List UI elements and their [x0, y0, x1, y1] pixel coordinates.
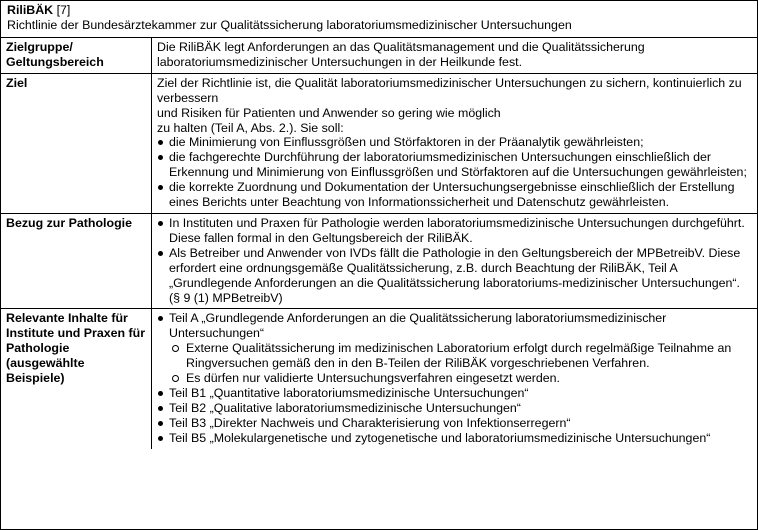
- list-item: [157, 311, 752, 386]
- sub-list-item: Es dürfen nur validierte Untersuchungsverfahren eingesetzt werden.: [171, 371, 752, 386]
- row-label: Relevante Inhalte für Institute und Praxen für Pathologie (ausgewählte Beispiele): [1, 309, 152, 449]
- row-label: Ziel: [1, 73, 152, 213]
- paragraph: Ziel der Richtlinie ist, die Qualität laboratoriumsmedizinischer Untersuchungen zu sichern, kontinuierlich zu verbessern: [157, 75, 742, 105]
- row-zielgruppe: [1, 38, 757, 73]
- row-content: [152, 73, 758, 213]
- paragraph: zu halten (Teil A, Abs. 2.). Sie soll:: [157, 120, 344, 135]
- bullet-list: [157, 311, 752, 445]
- row-ziel: [1, 73, 757, 213]
- list-item: Teil B1 „Quantitative laboratoriumsmedizinische Untersuchungen“: [157, 386, 752, 401]
- header-title-line: [7, 3, 751, 18]
- list-item: Teil B2 „Qualitative laboratoriumsmedizinische Untersuchungen“: [157, 401, 752, 416]
- row-content: Die RiliBÄK legt Anforderungen an das Qualitätsmanagement und die Qualitätssicherung laboratoriumsmedizinischer Untersuchungen in der Heilkunde fest.: [152, 38, 758, 73]
- sub-list-item: Externe Qualitätssicherung im medizinischen Laboratorium erfolgt durch regelmäßige Teilnahme an Ringversuchen gemäß den in den B-Teilen der RiliBÄK vorgeschriebenen Verfahren.: [171, 341, 752, 371]
- list-item: Teil B5 „Molekulargenetische und zytogenetische und laboratoriumsmedizinische Untersuchungen“: [157, 431, 752, 446]
- row-label: Bezug zur Pathologie: [1, 213, 152, 308]
- list-item: die korrekte Zuordnung und Dokumentation der Untersuchungsergebnisse einschließlich der Erstellung eines Berichts unter Beachtung von Informationssicherheit und Datenschutz gewährleisten.: [157, 180, 752, 210]
- row-content: [152, 213, 758, 308]
- row-content: [152, 309, 758, 449]
- row-relevante-inhalte: [1, 309, 757, 449]
- document-title: RiliBÄK: [7, 3, 54, 17]
- list-item: Als Betreiber und Anwender von IVDs fällt die Pathologie in den Geltungsbereich der MPBetreibV. Diese erfordert eine ordnungsgemäße Qualitätssicherung, z.B. durch Beachtung der RiliBÄK, Teil A „Grundlegende Anforderungen an die Qualitätssicherung laboratoriums-medizinischer Untersuchungen“. (§ 9 (1) MPBetreibV): [157, 246, 752, 306]
- list-item: die Minimierung von Einflussgrößen und Störfaktoren in der Präanalytik gewährleisten;: [157, 135, 752, 150]
- content-table: [1, 38, 757, 449]
- reference-number: [7]: [53, 3, 71, 17]
- paragraph: und Risiken für Patienten und Anwender so gering wie möglich: [157, 105, 501, 120]
- sub-list: [171, 341, 752, 386]
- list-item-text: Teil A „Grundlegende Anforderungen an die Qualitätssicherung laboratoriumsmedizinischer Untersuchungen“: [169, 311, 667, 341]
- list-item: die fachgerechte Durchführung der laboratoriumsmedizinischen Untersuchungen einschließlich der Erkennung und Minimierung von Einflussgrößen und Störfaktoren auf die Untersuchungen gewährleisten;: [157, 150, 752, 180]
- row-label: Zielgruppe/ Geltungsbereich: [1, 38, 152, 73]
- list-item: Teil B3 „Direkter Nachweis und Charakterisierung von Infektionserregern“: [157, 416, 752, 431]
- table-header: [1, 1, 757, 38]
- bullet-list: [157, 135, 752, 210]
- bullet-list: [157, 216, 752, 305]
- document-subtitle: Richtlinie der Bundesärztekammer zur Qualitätssicherung laboratoriumsmedizinischer Untersuchungen: [7, 17, 572, 32]
- row-bezug: [1, 213, 757, 308]
- list-item: In Instituten und Praxen für Pathologie werden laboratoriumsmedizinische Untersuchungen durchgeführt. Diese fallen formal in den Geltungsbereich der RiliBÄK.: [157, 216, 752, 246]
